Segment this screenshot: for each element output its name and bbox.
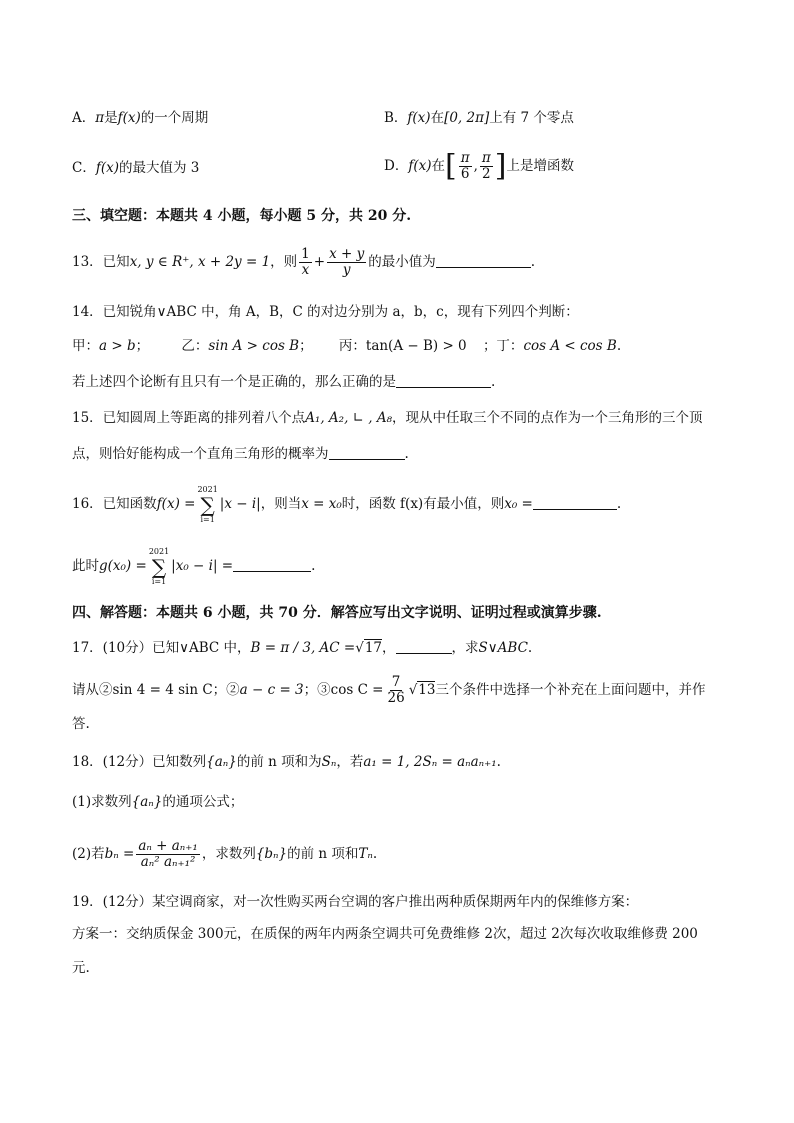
q16-line2: 此时g(x₀) = 2021 ∑ i=1 |x₀ − i| = . <box>72 546 316 586</box>
q16-g-blank[interactable] <box>233 557 311 572</box>
q18-part1: (1)求数列{aₙ}的通项公式； <box>72 794 244 810</box>
q19-line1: 19．(12分）某空调商家，对一次性购买两台空调的客户推出两种质保期两年内的保维修方案： <box>72 894 639 910</box>
q17-line1: 17．(10分）已知∨ABC 中，B = π / 3, AC =√17， ，求S∨ABC. <box>72 640 533 656</box>
q12-option-d: D．f(x)在[ $\frac{\pi}{6}$ , $\frac{\pi}{2}$ ]上是增函数 <box>384 148 574 184</box>
section3-heading: 三、填空题：本题共 4 小题，每小题 5 分，共 20 分. <box>72 208 412 224</box>
q14-line1: 14．已知锐角∨ABC 中，角 A，B，C 的对边分别为 a，b，c，现有下列四个判断： <box>72 304 579 320</box>
q15-line1: 15．已知圆周上等距离的排列着八个点A₁, A₂, ∟ , A₈，现从中任取三个不同的点作为一个三角形的三个顶 <box>72 410 703 426</box>
q17-line2: 请从②sin 4 = 4 sin C；②a − c = 3；③cos C = $\frac{7}{26}$ √13三个条件中选择一个补充在上面问题中，并作 <box>72 674 706 706</box>
q12-option-a: A．π是f(x)的一个周期 <box>72 110 209 126</box>
q13-answer-blank[interactable] <box>436 253 531 268</box>
q13: 13．已知x, y ∈ R⁺, x + 2y = 1，则 $\frac{1}{x}$ + $\frac{x + y}{y}$ 的最小值为 . <box>72 246 536 278</box>
q17-condition-blank[interactable] <box>396 639 452 654</box>
q16-x0-blank[interactable] <box>533 495 617 510</box>
q19-line2: 方案一：交纳质保金 300元，在质保的两年内两条空调共可免费维修 2次，超过 2次每次收取维修费 200 <box>72 926 698 942</box>
section4-heading: 四、解答题：本题共 6 小题，共 70 分．解答应写出文字说明、证明过程或演算步骤. <box>72 605 602 621</box>
q15-answer-blank[interactable] <box>329 445 405 460</box>
q14-line2: 甲：a > b； 乙：sin A > cos B； 丙：tan(A − B) > 0 ；丁：cos A < cos B. <box>72 338 622 354</box>
q14-answer-blank[interactable] <box>396 373 491 388</box>
q18-line1: 18．(12分）已知数列{aₙ}的前 n 项和为Sₙ，若a₁ = 1, 2Sₙ = aₙaₙ₊₁. <box>72 754 501 770</box>
q12-option-c: C．f(x)的最大值为 3 <box>72 160 200 176</box>
q15-line2: 点，则恰好能构成一个直角三角形的概率为 . <box>72 446 409 462</box>
q16-line1: 16．已知函数f(x) = 2021 ∑ i=1 |x − i|，则当x = x₀时，函数 f(x)有最小值，则x₀ = . <box>72 484 622 524</box>
q12-option-b: B．f(x)在[0, 2π]上有 7 个零点 <box>384 110 574 126</box>
q18-part2: (2)若bₙ = $\frac{\text{aₙ + aₙ₊₁}}{\text{aₙ² aₙ₊₁²}}$ ，求数列{bₙ}的前 n 项和Tₙ. <box>72 838 378 870</box>
q14-line3: 若上述四个论断有且只有一个是正确的，那么正确的是 . <box>72 374 496 390</box>
q17-line3: 答. <box>72 716 90 732</box>
q19-line3: 元. <box>72 960 90 976</box>
